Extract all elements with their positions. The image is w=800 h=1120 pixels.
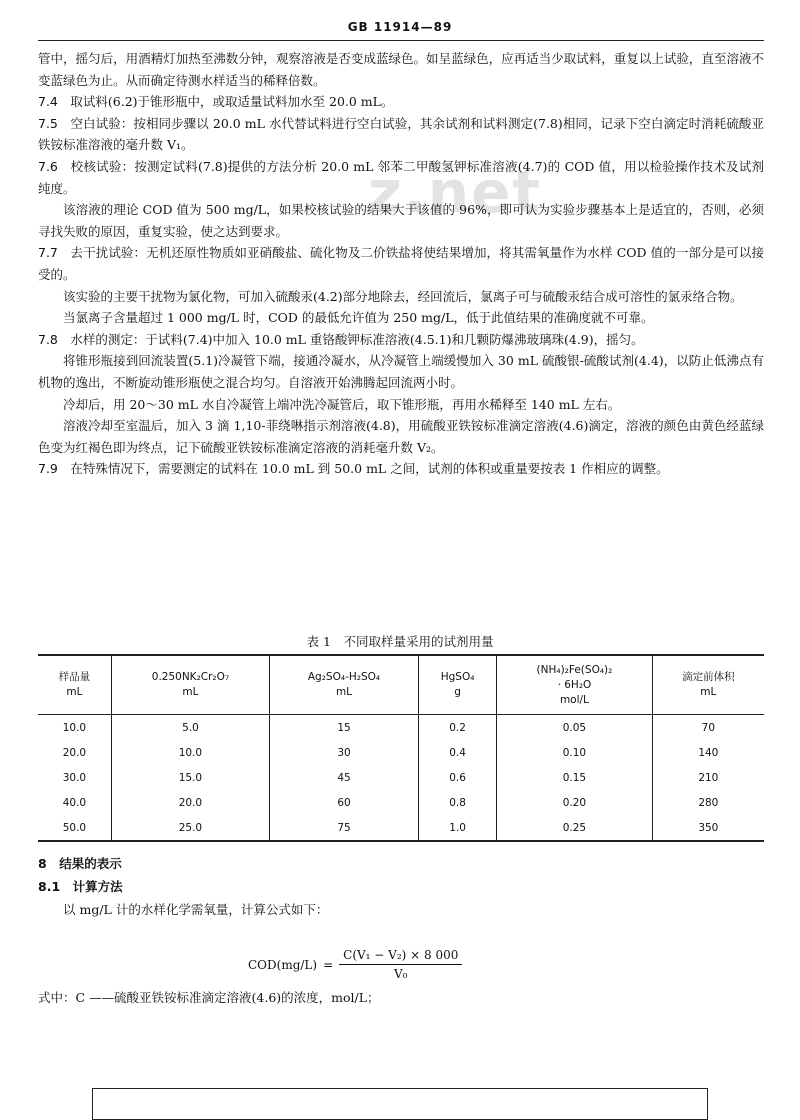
formula-denominator: V₀ (394, 967, 408, 981)
table-row (38, 740, 764, 765)
table-cell: 30.0 (62, 771, 87, 784)
column-header (111, 655, 269, 715)
table-cell: 10.0 (62, 721, 87, 734)
paragraph-text: 水样的测定：于试料(7.4)中加入 10.0 mL 重铬酸钾标准溶液(4.5.1)和几颗防爆沸玻璃珠(4.9)，摇匀。 (70, 331, 644, 347)
paragraph (38, 350, 764, 393)
cod-formula (248, 946, 462, 983)
bottom-frame (92, 1088, 708, 1120)
paragraph (38, 286, 764, 308)
table-header-row (38, 655, 764, 715)
table-cell: 30 (270, 740, 419, 765)
table-row (38, 715, 764, 741)
body-text (38, 48, 764, 480)
formula-intro: 以 mg/L 计的水样化学需氧量，计算公式如下： (63, 902, 329, 917)
table-cell: 60 (270, 790, 419, 815)
column-header-line: Ag₂SO₄-H₂SO₄ (307, 671, 381, 683)
column-header-line: 滴定前体积 (682, 671, 735, 683)
paragraph-text: 将锥形瓶接到回流装置(5.1)冷凝管下端，接通冷凝水，从冷凝管上端缓慢加入 30 mL 硫酸银-硫酸试剂(4.4)，以防止低沸点有机物的逸出，不断旋动锥形瓶使之混合均匀。自溶液开始沸腾起回流两小时。 (38, 353, 764, 390)
table-cell: 45 (270, 765, 419, 790)
column-header-line: mL (182, 686, 199, 698)
paragraph-text: 在特殊情况下，需要测定的试料在 10.0 mL 到 50.0 mL 之间，试剂的体积或重量要按表 1 作相应的调整。 (70, 461, 669, 477)
paragraph-text: 校核试验：按测定试料(7.8)提供的方法分析 20.0 mL 邻苯二甲酸氢钾标准溶液(4.7)的 COD 值，用以检验操作技术及试剂纯度。 (38, 158, 764, 196)
column-header-line: 样品量 (58, 671, 91, 683)
where-clause: 式中：C ——硫酸亚铁铵标准滴定溶液(4.6)的浓度，mol/L； (38, 990, 380, 1005)
clause-number: 7.7 (38, 245, 58, 261)
column-header-line: mol/L (559, 693, 589, 706)
paragraph (38, 156, 764, 199)
table-cell: 15 (270, 715, 419, 741)
clause-number: 7.5 (38, 115, 58, 131)
table-cell: 0.05 (497, 715, 652, 741)
formula-lhs: COD(mg/L) (248, 957, 318, 972)
column-header-line: (NH₄)₂Fe(SO₄)₂ (536, 663, 613, 676)
paragraph (38, 415, 764, 458)
watermark: z.net (368, 158, 543, 226)
paragraph (38, 199, 764, 242)
clause-number: 7.4 (38, 94, 58, 110)
paragraph-text: 溶液冷却至室温后，加入 3 滴 1,10-菲绕啉指示剂溶液(4.8)，用硫酸亚铁铵标准滴定溶液(4.6)滴定，溶液的颜色由黄色经蓝绿色变为红褐色即为终点，记下硫酸亚铁铵标准滴定溶液的消耗毫升数 V₂。 (38, 418, 764, 455)
section-8 (38, 852, 764, 921)
column-header-line: mL (700, 686, 717, 698)
paragraph-text: 该溶液的理论 COD 值为 500 mg/L，如果校核试验的结果大于该值的 96%，即可认为实验步骤基本上是适宜的，否则，必须寻找失败的原因，重复实验，使之达到要求。 (38, 202, 764, 239)
subsection-heading: 8.1 计算方法 (38, 879, 123, 894)
paragraph-text: 去干扰试验：无机还原性物质如亚硝酸盐、硫化物及二价铁盐将使结果增加，将其需氧量作为水样 COD 值的一部分是可以接受的。 (38, 245, 764, 282)
table-cell: 280 (652, 790, 764, 815)
table-cell: 140 (652, 740, 764, 765)
table-cell: 75 (270, 815, 419, 841)
table-cell: 0.8 (418, 790, 496, 815)
table-cell: 0.20 (497, 790, 652, 815)
table-cell: 20.0 (111, 790, 269, 815)
table-cell: 0.2 (418, 715, 496, 741)
paragraph (38, 242, 764, 285)
table-row (38, 790, 764, 815)
paragraph (38, 329, 764, 351)
table-cell: 1.0 (418, 815, 496, 841)
paragraph-text: 当氯离子含量超过 1 000 mg/L 时，COD 的最低允许值为 250 mg/L，低于此值结果的准确度就不可靠。 (63, 310, 654, 326)
paragraph (38, 394, 764, 416)
column-header-line: mL (66, 686, 83, 698)
column-header-line: g (454, 686, 461, 698)
table-cell: 10.0 (111, 740, 269, 765)
table-cell: 0.25 (497, 815, 652, 841)
table-title: 表 1 不同取样量采用的试剂用量 (306, 634, 494, 649)
column-header-line: 0.250NK₂Cr₂O₇ (151, 671, 230, 683)
table-cell: 210 (652, 765, 764, 790)
table-row (38, 765, 764, 790)
table-body (38, 715, 764, 842)
page-header: GB 11914—89 (347, 20, 453, 34)
table-cell: 70 (652, 715, 764, 741)
paragraph-text: 空白试验：按相同步骤以 20.0 mL 水代替试料进行空白试验，其余试剂和试料测定(7.8)相同，记录下空白滴定时消耗硫酸亚铁铵标准溶液的毫升数 V₁。 (38, 115, 764, 153)
table-cell: 50.0 (38, 815, 111, 841)
paragraph (38, 91, 764, 113)
paragraph-text: 该实验的主要干扰物为氯化物，可加入硫酸汞(4.2)部分地除去，经回流后，氯离子可与硫酸汞结合成可溶性的氯汞络合物。 (63, 288, 743, 304)
table-cell: 15.0 (111, 765, 269, 790)
column-header (418, 655, 496, 715)
paragraph-text: 管中，摇匀后，用酒精灯加热至沸数分钟，观察溶液是否变成蓝绿色。如呈蓝绿色，应再适当少取试料，重复以上试验，直至溶液不变蓝绿色为止。从而确定待测水样适当的稀释倍数。 (38, 51, 764, 88)
paragraph (38, 307, 764, 329)
paragraph-text: 取试料(6.2)于锥形瓶中，或取适量试料加水至 20.0 mL。 (70, 94, 394, 110)
column-header-line: HgSO₄ (440, 671, 475, 683)
table-cell: 0.4 (418, 740, 496, 765)
clause-number: 7.8 (38, 331, 58, 347)
table-cell: 5.0 (111, 715, 269, 741)
table-cell: 0.6 (418, 765, 496, 790)
column-header-line: mL (335, 686, 353, 698)
column-header (38, 655, 111, 715)
paragraph (38, 458, 764, 480)
reagent-table (38, 654, 764, 842)
paragraph-text: 冷却后，用 20～30 mL 水自冷凝管上端冲洗冷凝管后，取下锥形瓶，再用水稀释至 140 mL 左右。 (63, 396, 621, 412)
paragraph (38, 48, 764, 91)
formula-numerator: C(V₁ − V₂) × 8 000 (339, 946, 462, 965)
table-row (38, 815, 764, 841)
column-header (270, 655, 419, 715)
table-cell: 20.0 (62, 746, 87, 759)
table-cell: 0.15 (497, 765, 652, 790)
header-rule (38, 40, 764, 41)
column-header (652, 655, 764, 715)
column-header-line: · 6H₂O (557, 678, 592, 691)
table-cell: 350 (652, 815, 764, 841)
section-heading: 8 结果的表示 (38, 856, 122, 871)
formula-fraction (339, 946, 462, 983)
table-cell: 0.10 (497, 740, 652, 765)
table-cell: 40.0 (62, 796, 87, 809)
paragraph (38, 113, 764, 156)
table-cell: 25.0 (111, 815, 269, 841)
column-header (497, 655, 652, 715)
clause-number: 7.9 (38, 461, 58, 477)
formula-equals: = (323, 957, 334, 972)
clause-number: 7.6 (38, 158, 58, 174)
